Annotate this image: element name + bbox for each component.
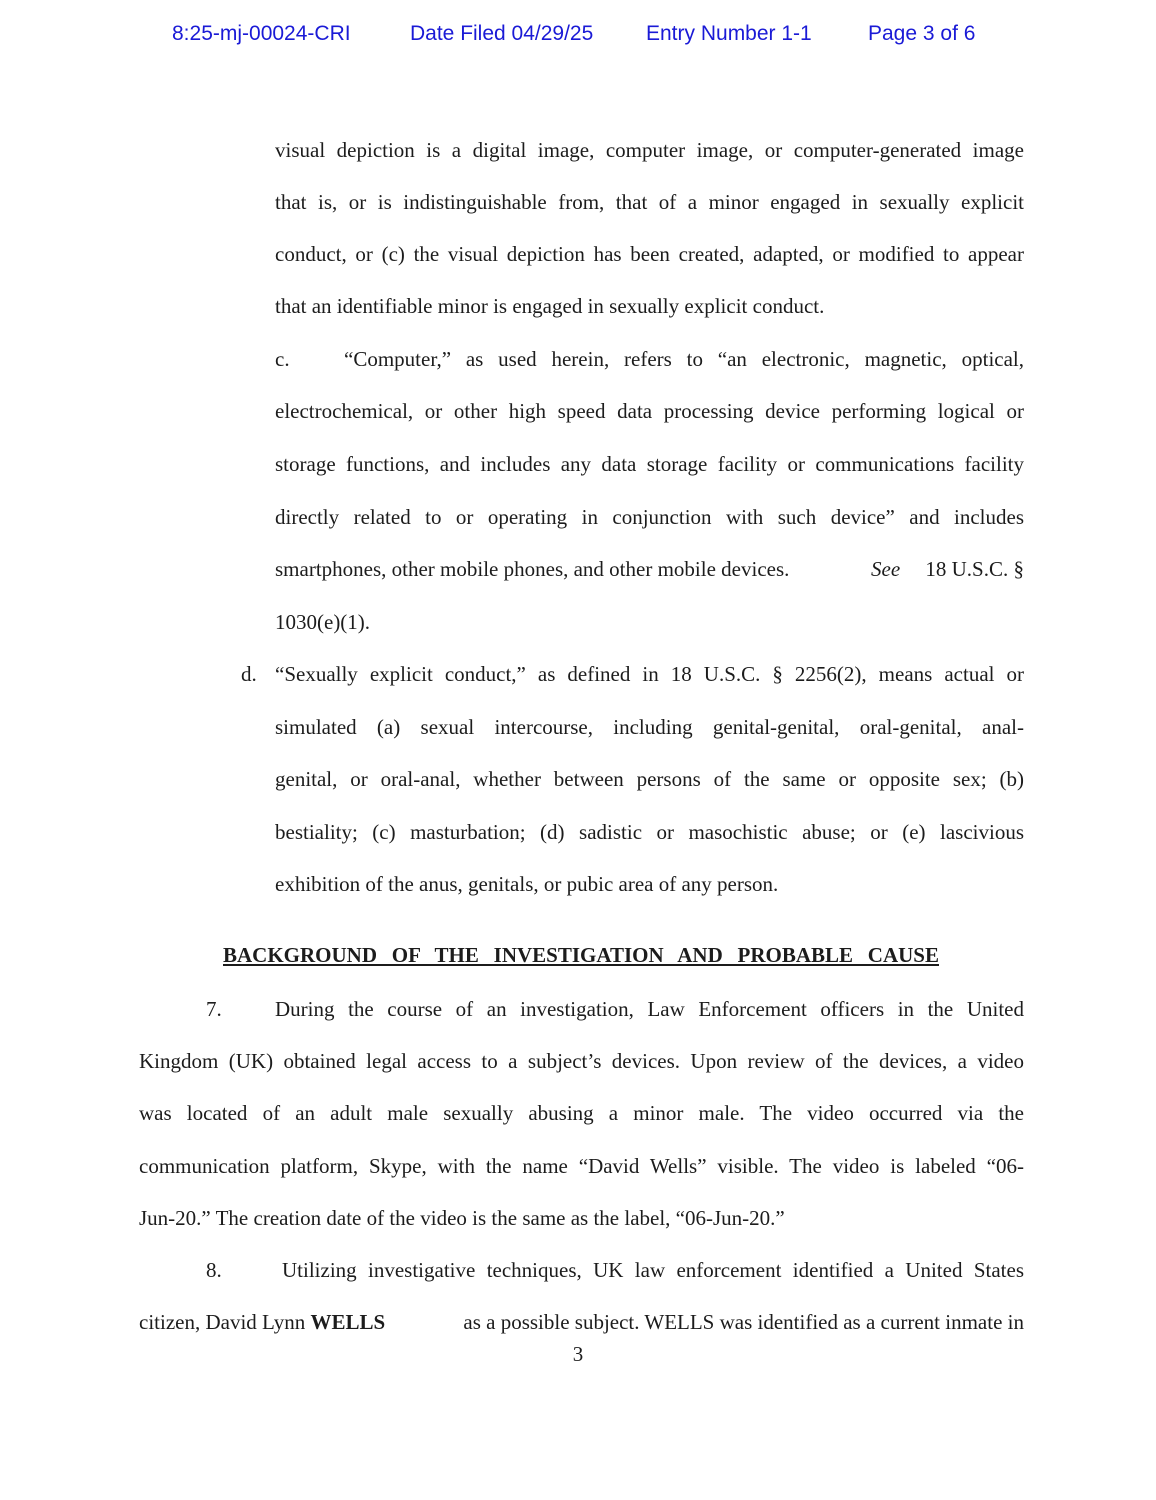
text-line: communication platform, Skype, with the name “David Wells” visible. The video is labeled “06- (139, 1154, 1024, 1178)
page-number: 3 (572, 1342, 584, 1366)
case-number: 8:25-mj-00024-CRI (172, 22, 351, 45)
text-line: Jun-20.” The creation date of the video is the same as the label, “06-Jun-20.” (139, 1206, 785, 1230)
text-segment: citizen, David Lynn (139, 1310, 306, 1334)
filing-header (0, 20, 1156, 52)
text-line: that an identifiable minor is engaged in sexually explicit conduct. (275, 294, 825, 318)
text-line-mixed (139, 1308, 1024, 1336)
text-line: conduct, or (c) the visual depiction has been created, adapted, or modified to appear (275, 242, 1024, 266)
text-line: directly related to or operating in conjunction with such device” and includes (275, 505, 1024, 529)
text-line: was located of an adult male sexually abusing a minor male. The video occurred via the (139, 1101, 1024, 1125)
text-line: 1030(e)(1). (275, 610, 371, 634)
paragraph-number: 7. (206, 997, 222, 1021)
subject-name: WELLS (310, 1310, 386, 1334)
text-line: visual depiction is a digital image, computer image, or computer-generated image (275, 138, 1024, 162)
text-line: “Sexually explicit conduct,” as defined in 18 U.S.C. § 2256(2), means actual or (275, 662, 1024, 686)
citation: 18 U.S.C. § (925, 557, 1024, 581)
text-line: Kingdom (UK) obtained legal access to a subject’s devices. Upon review of the devices, a video (139, 1049, 1024, 1073)
text-line: smartphones, other mobile phones, and other mobile devices. (275, 557, 790, 581)
text-line: simulated (a) sexual intercourse, including genital-genital, oral-genital, anal- (275, 715, 1024, 739)
date-filed: Date Filed 04/29/25 (410, 22, 594, 45)
entry-number: Entry Number 1-1 (646, 22, 812, 45)
text-line: bestiality; (c) masturbation; (d) sadistic or masochistic abuse; or (e) lascivious (275, 820, 1024, 844)
text-line: electrochemical, or other high speed data processing device performing logical or (275, 399, 1024, 423)
text-line: During the course of an investigation, Law Enforcement officers in the United (275, 997, 1024, 1021)
item-label-c: c. (275, 347, 290, 371)
text-line: exhibition of the anus, genitals, or pubic area of any person. (275, 872, 779, 896)
see-signal: See (871, 557, 901, 581)
paragraph-number: 8. (206, 1258, 222, 1282)
text-line: that is, or is indistinguishable from, that of a minor engaged in sexually explicit (275, 190, 1024, 214)
text-line: Utilizing investigative techniques, UK law enforcement identified a United States (282, 1258, 1024, 1282)
text-line: storage functions, and includes any data storage facility or communications facility (275, 452, 1024, 476)
text-segment: as a possible subject. WELLS was identified as a current inmate in (463, 1310, 1024, 1334)
item-label-d: d. (241, 662, 257, 686)
page-indicator: Page 3 of 6 (868, 22, 976, 45)
section-heading: BACKGROUND OF THE INVESTIGATION AND PROBABLE CAUSE (223, 943, 939, 967)
text-line: “Computer,” as used herein, refers to “an electronic, magnetic, optical, (344, 347, 1024, 371)
text-line: genital, or oral-anal, whether between persons of the same or opposite sex; (b) (275, 767, 1024, 791)
